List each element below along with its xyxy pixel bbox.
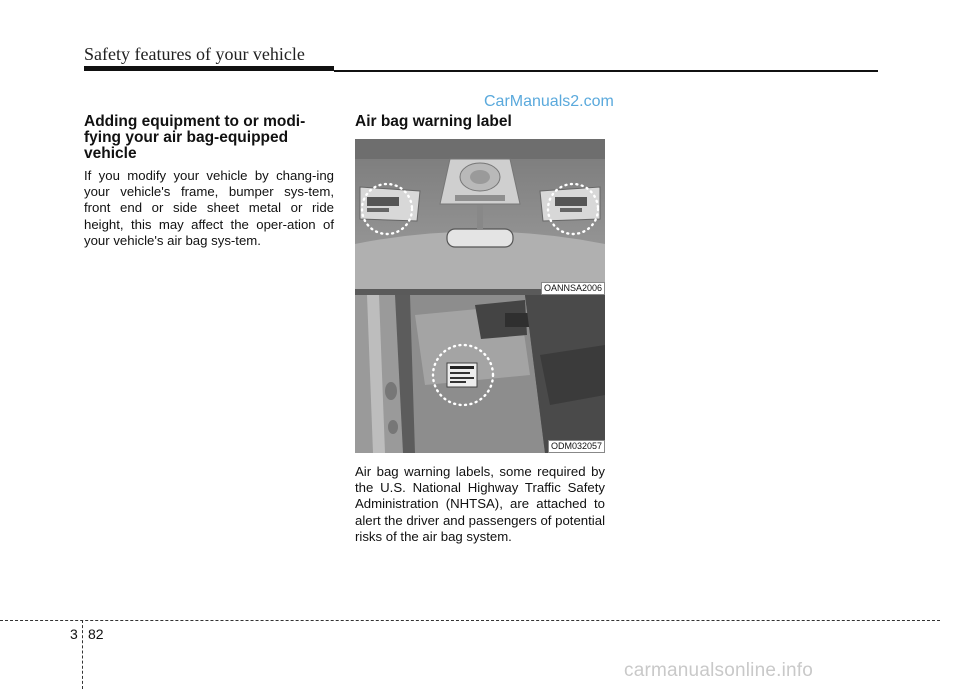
footer-divider [0,620,940,621]
door-pillar-illustration [355,295,605,453]
footer-vertical-divider [82,620,83,689]
watermark-bottom: carmanualsonline.info [624,660,814,681]
page-header-title: Safety features of your vehicle [84,44,305,64]
header-rule-thick [84,66,334,71]
sun-visor-illustration [355,139,605,295]
paragraph-adding-equipment: If you modify your vehicle by chang-ing your vehicle's frame, bumper sys-tem, front end or side sheet metal or ride height, this may affect the oper-ation of your vehicle's air bag sys-tem. [84,168,334,248]
section-heading-adding-equipment: Adding equipment to or modi-fying your air bag-equipped vehicle [84,113,306,162]
header-rule-thin [334,70,878,72]
page-number: 82 [88,626,104,642]
door-pillar-label-photo [355,295,605,453]
section-heading-warning-label: Air bag warning label [355,113,512,130]
chapter-number: 3 [70,626,78,642]
image-code-bottom: ODM032057 [548,440,605,453]
image-code-top: OANNSA2006 [541,282,605,295]
paragraph-warning-label: Air bag warning labels, some required by the U.S. National Highway Traffic Safety Administration (NHTSA), are attached to alert the driver and passengers of potential risks of the air bag system. [355,464,605,544]
watermark-top: CarManuals2.com [484,93,614,110]
sun-visor-label-photo [355,139,605,295]
